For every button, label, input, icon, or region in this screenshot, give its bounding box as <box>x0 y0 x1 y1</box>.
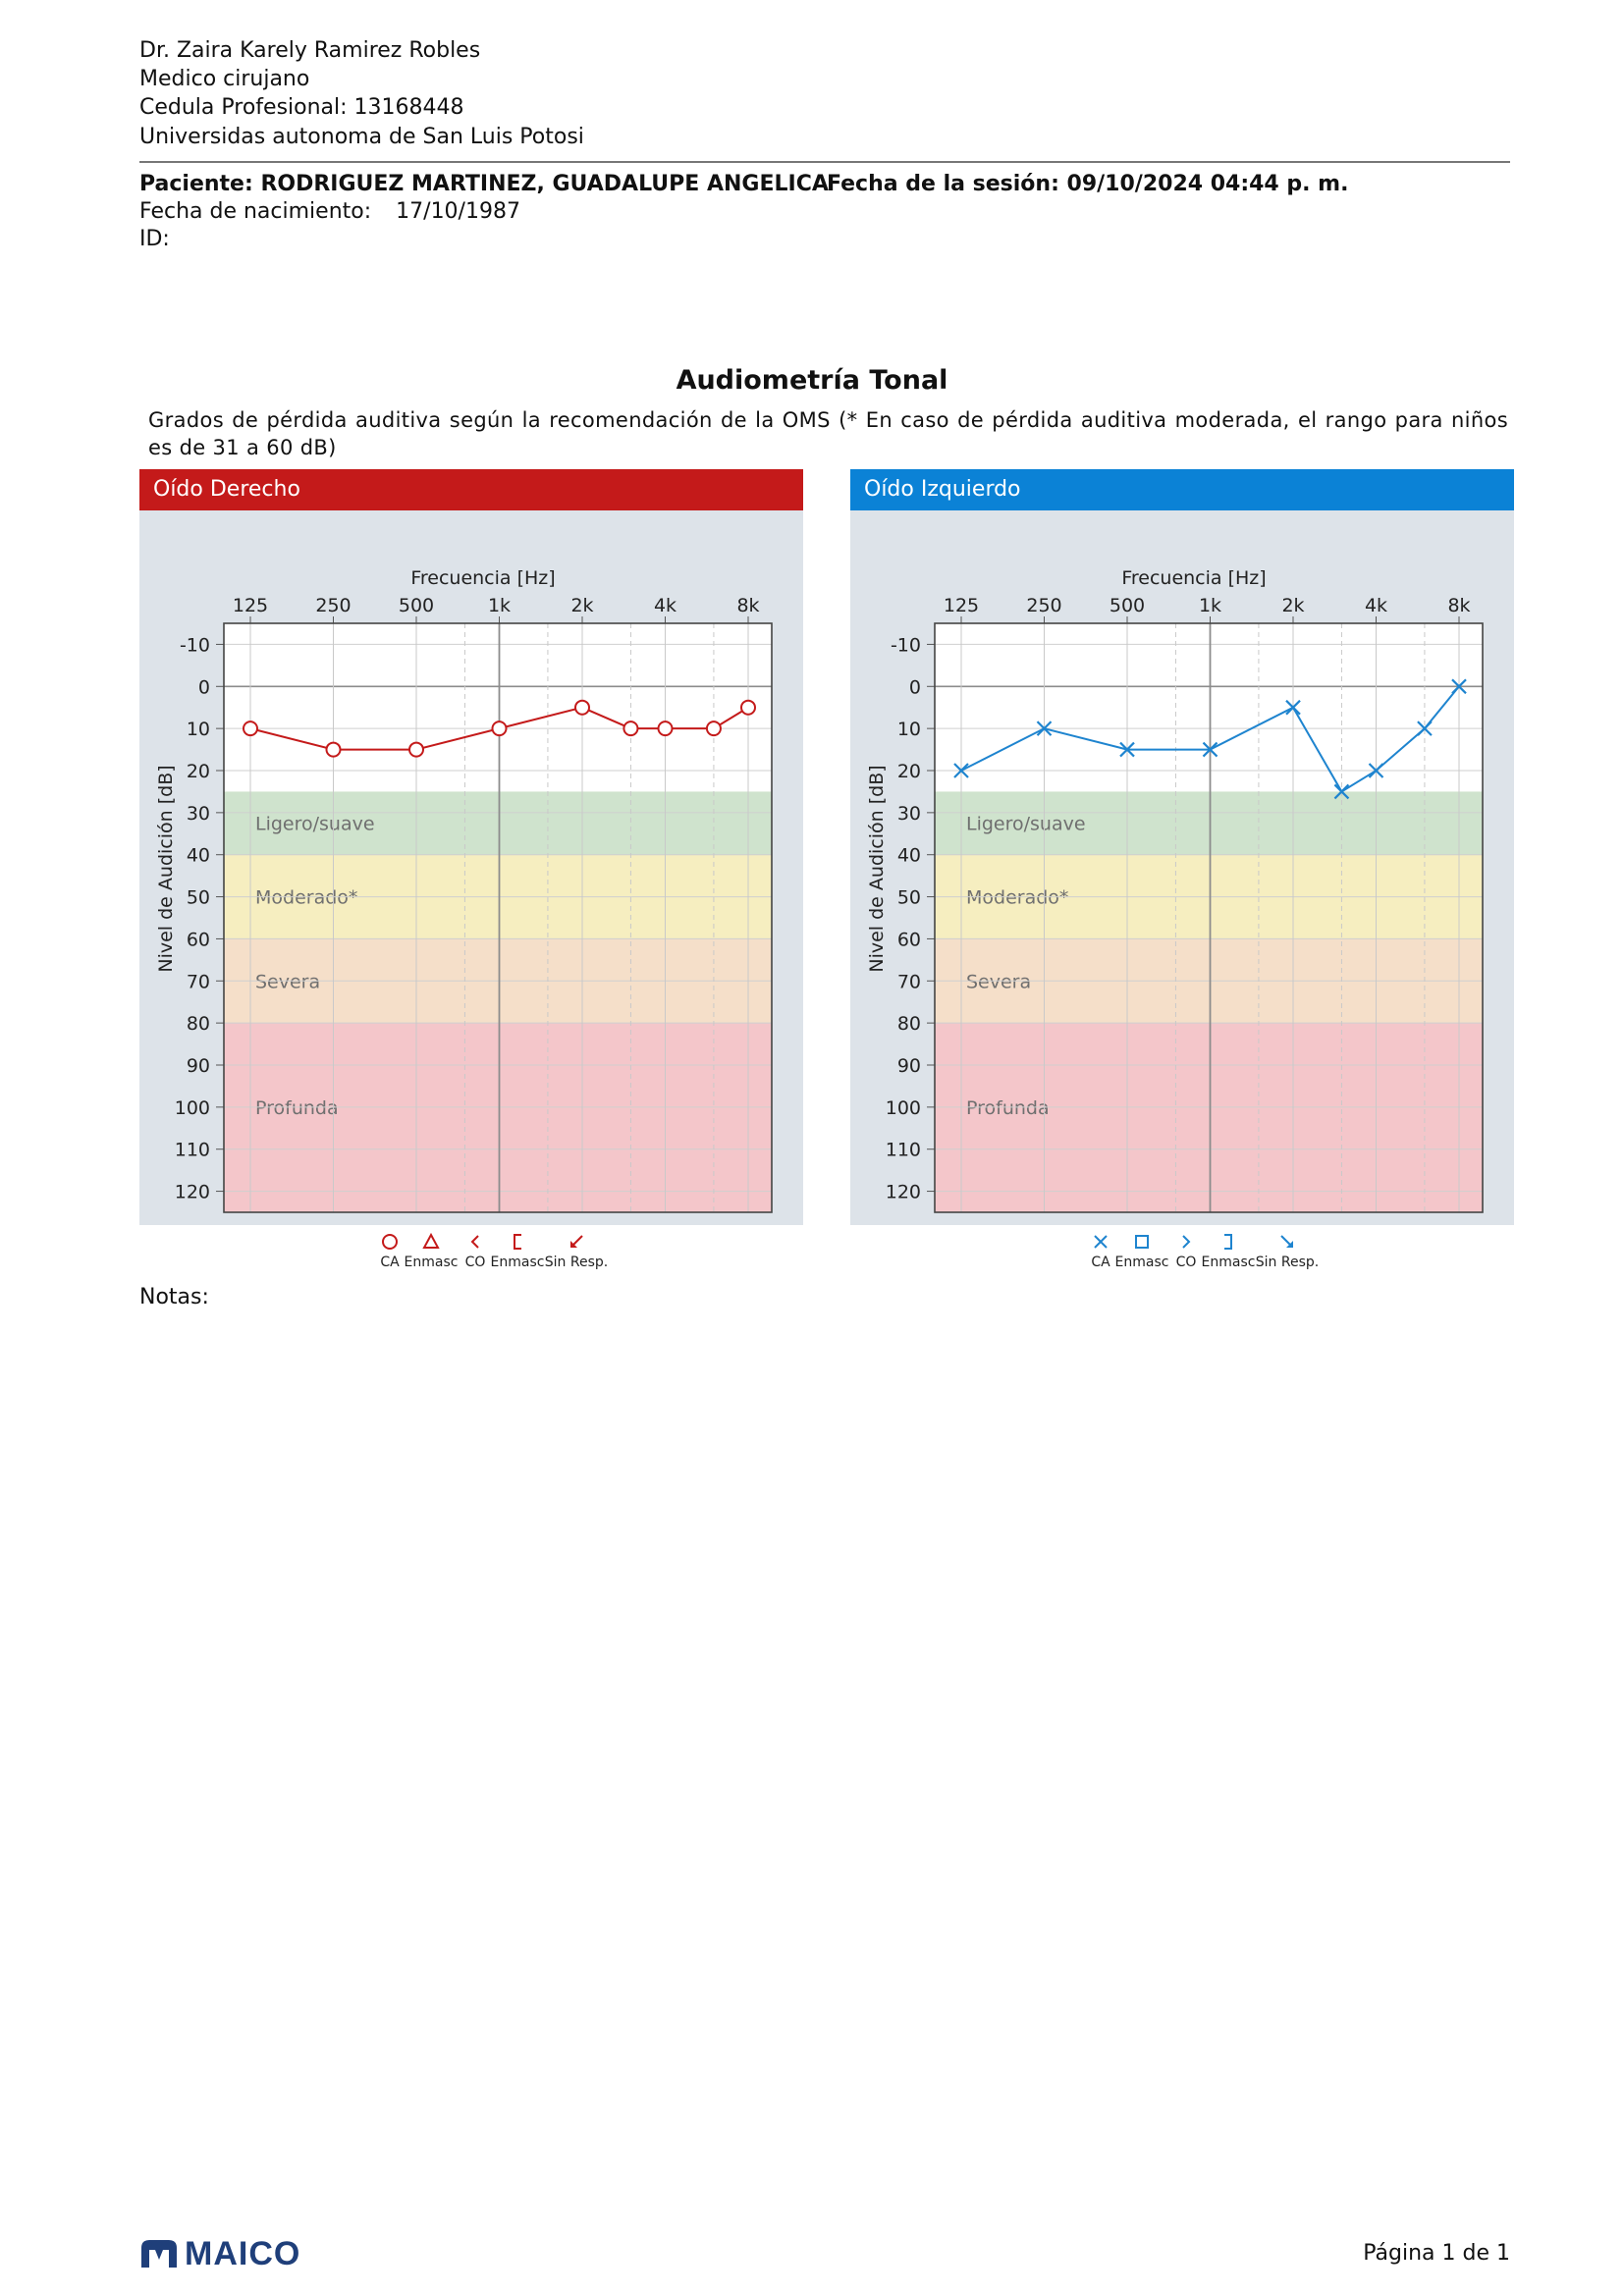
y-tick-label: 50 <box>186 886 210 909</box>
right-ear-panel <box>139 469 803 1270</box>
patient-name: Paciente: RODRIGUEZ MARTINEZ, GUADALUPE ANGELICA <box>139 172 829 196</box>
header-divider <box>139 161 1510 163</box>
y-tick-label: 90 <box>896 1055 921 1077</box>
legend-label: Enmasc <box>404 1255 459 1270</box>
y-tick-label: 30 <box>186 802 210 825</box>
maico-logo-text: MAICO <box>185 2234 301 2272</box>
data-point <box>244 721 257 735</box>
report-title: Audiometría Tonal <box>676 365 948 396</box>
band-label-0: Ligero/suave <box>255 813 375 835</box>
y-tick-label: 20 <box>186 761 210 782</box>
legend-label: Enmasc <box>1114 1255 1169 1270</box>
bracket-left-icon <box>514 1235 521 1249</box>
data-point <box>409 743 423 757</box>
y-tick-label: 40 <box>896 844 921 867</box>
report-description: Grados de pérdida auditiva según la recomendación de la OMS (* En caso de pérdida auditiva moderada, el rango para niños es de 31 a 60 dB) <box>148 408 1508 459</box>
band-label-3: Profunda <box>966 1096 1050 1119</box>
x-tick-label: 2k <box>570 595 594 616</box>
y-tick-label: 90 <box>186 1055 210 1077</box>
birth-date-value: 17/10/1987 <box>396 199 520 224</box>
data-point <box>659 721 673 735</box>
x-tick-label: 125 <box>943 595 980 616</box>
y-tick-label: 80 <box>186 1013 210 1036</box>
y-tick-label: 80 <box>896 1013 921 1036</box>
notes-label: Notas: <box>139 1285 209 1309</box>
legend-label: Enmasc <box>1201 1255 1256 1270</box>
maico-logo-icon <box>139 2238 179 2269</box>
y-axis-label: Nivel de Audición [dB] <box>866 765 888 973</box>
x-tick-label: 1k <box>1198 595 1222 616</box>
band-label-1: Moderado* <box>966 886 1069 909</box>
left-ear-audiogram <box>850 510 1514 1270</box>
y-tick-label: 120 <box>174 1181 210 1203</box>
x-tick-label: 250 <box>315 595 352 616</box>
y-tick-label: 110 <box>174 1139 210 1161</box>
y-tick-label: 10 <box>186 719 210 741</box>
band-label-2: Severa <box>966 971 1032 993</box>
x-tick-label: 4k <box>1364 595 1388 616</box>
data-point <box>707 721 721 735</box>
legend-label: CA <box>380 1255 400 1270</box>
doctor-university: Universidas autonoma de San Luis Potosi <box>139 125 584 149</box>
cross-icon <box>1095 1236 1107 1248</box>
right-ear-audiogram <box>139 510 803 1270</box>
x-tick-label: 1k <box>487 595 512 616</box>
band-label-0: Ligero/suave <box>966 813 1086 835</box>
maico-logo <box>139 2236 300 2271</box>
legend-label: Sin Resp. <box>544 1255 609 1270</box>
doctor-license: Cedula Profesional: 13168448 <box>139 95 464 120</box>
birth-date-label: Fecha de nacimiento: <box>139 199 372 224</box>
arrow-down-left-icon <box>570 1236 582 1248</box>
square-icon <box>1136 1236 1148 1248</box>
y-tick-label: 110 <box>885 1139 921 1161</box>
x-tick-label: 2k <box>1281 595 1305 616</box>
y-tick-label: 30 <box>896 802 921 825</box>
legend-label: CO <box>464 1255 486 1270</box>
legend-label: CO <box>1175 1255 1197 1270</box>
y-tick-label: 70 <box>186 971 210 993</box>
y-tick-label: 40 <box>186 844 210 867</box>
angle-right-icon <box>1183 1236 1189 1248</box>
x-axis-label: Frecuencia [Hz] <box>1121 567 1267 589</box>
y-tick-label: 70 <box>896 971 921 993</box>
band-label-3: Profunda <box>255 1096 339 1119</box>
patient-id-label: ID: <box>139 227 170 251</box>
y-tick-label: 60 <box>896 929 921 951</box>
x-tick-label: 4k <box>653 595 677 616</box>
y-tick-label: -10 <box>890 634 921 657</box>
page-number: Página 1 de 1 <box>1363 2241 1510 2266</box>
y-tick-label: 10 <box>896 719 921 741</box>
band-label-1: Moderado* <box>255 886 358 909</box>
session-date: Fecha de la sesión: 09/10/2024 04:44 p. m. <box>827 172 1349 196</box>
triangle-icon <box>424 1235 438 1248</box>
data-point <box>493 721 507 735</box>
left-ear-title: Oído Izquierdo <box>850 469 1514 510</box>
data-point <box>741 701 755 715</box>
circle-icon <box>383 1235 397 1249</box>
doctor-name: Dr. Zaira Karely Ramirez Robles <box>139 38 481 63</box>
legend-label: CA <box>1091 1255 1110 1270</box>
data-point <box>575 701 589 715</box>
angle-left-icon <box>472 1236 478 1248</box>
legend-label: Enmasc <box>490 1255 545 1270</box>
y-tick-label: 100 <box>885 1096 921 1119</box>
y-tick-label: 0 <box>908 676 921 699</box>
x-tick-label: 250 <box>1026 595 1062 616</box>
doctor-role: Medico cirujano <box>139 67 310 91</box>
x-tick-label: 8k <box>736 595 760 616</box>
y-tick-label: 60 <box>186 929 210 951</box>
bracket-right-icon <box>1224 1235 1231 1249</box>
data-point <box>623 721 637 735</box>
y-tick-label: 120 <box>885 1181 921 1203</box>
y-axis-label: Nivel de Audición [dB] <box>155 765 177 973</box>
left-ear-panel <box>850 469 1514 1270</box>
x-axis-label: Frecuencia [Hz] <box>410 567 556 589</box>
y-tick-label: 0 <box>197 676 210 699</box>
y-tick-label: 50 <box>896 886 921 909</box>
y-tick-label: -10 <box>179 634 210 657</box>
arrow-down-right-icon <box>1281 1236 1293 1248</box>
x-tick-label: 8k <box>1447 595 1471 616</box>
right-ear-title: Oído Derecho <box>139 469 803 510</box>
x-tick-label: 125 <box>232 595 269 616</box>
x-tick-label: 500 <box>398 595 435 616</box>
x-tick-label: 500 <box>1109 595 1146 616</box>
legend-label: Sin Resp. <box>1255 1255 1320 1270</box>
band-label-2: Severa <box>255 971 321 993</box>
y-tick-label: 100 <box>174 1096 210 1119</box>
y-tick-label: 20 <box>896 761 921 782</box>
data-point <box>327 743 341 757</box>
patient-info <box>139 171 1510 253</box>
